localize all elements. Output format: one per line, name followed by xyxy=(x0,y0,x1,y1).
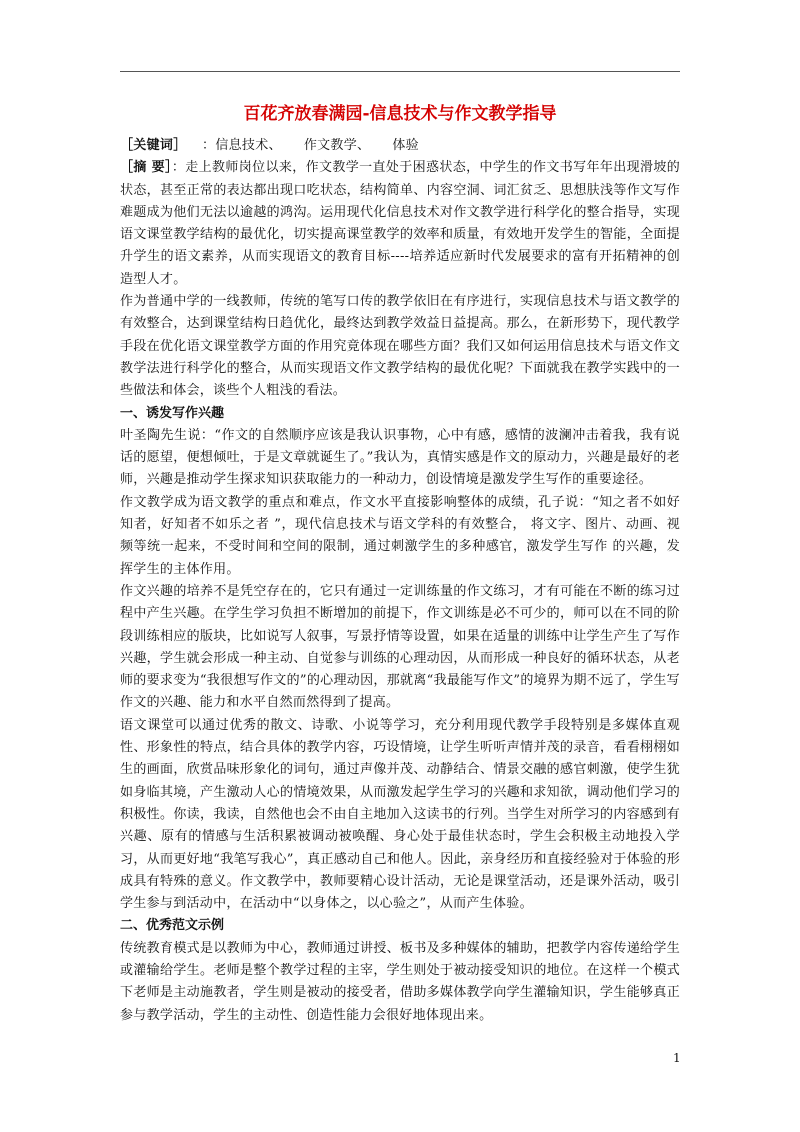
paragraph: 叶圣陶先生说：“作文的自然顺序应该是我认识事物，心中有感，感情的波澜冲击着我，我有说话的愿望，便想倾吐，于是文章就诞生了。”我认为，真情实感是作文的原动力，兴趣是最好的老师，兴趣是推动学生探求知识获取能力的一种动力，创设情境是激发学生写作的重要途径。 xyxy=(120,427,680,488)
document-title: 百花齐放春满园-信息技术与作文教学指导 xyxy=(243,104,557,124)
paragraph: 作文教学成为语文教学的重点和难点，作文水平直接影响整体的成绩，孔子说：“知之者不如好知者，好知者不如乐之者 ”，现代信息技术与语文学科的有效整合， 将文字、图片、动画、视频等统一起来，不受时间和空间的限制，通过刺激学生的多种感官，激发学生写作 的兴趣，发挥学生的主体作用。 xyxy=(120,494,680,577)
intro-paragraph: 作为普通中学的一线教师，传统的笔写口传的教学依旧在有序进行，实现信息技术与语文教学的有效整合，达到课堂结构日趋优化，最终达到教学效益日益提高。那么，在新形势下，现代教学手段在优化语文课堂教学方面的作用究竟体现在哪些方面？我们又如何运用信息技术与语文作文教学法进行科学化的整合，从而实现语文作文教学结构的最优化呢？下面就我在教学实践中的一些做法和体会，谈些个人粗浅的看法。 xyxy=(120,294,680,399)
document-body xyxy=(120,100,680,1027)
abstract-label: ［摘 要］ xyxy=(120,160,172,176)
section-heading: 二、优秀范文示例 xyxy=(120,918,225,934)
abstract-text: ：走上教师岗位以来，作文教学一直处于困惑状态，中学生的作文书写年年出现滑坡的状态，甚至正常的表达都出现口吃状态，结构简单、内容空洞、词汇贫乏、思想肤浅等作文写作难题成为他们无法以逾越的鸿沟。运用现代化信息技术对作文教学进行科学化的整合指导，实现语文课堂教学结构的最优化，切实提高课堂教学的效率和质量，有效地开发学生的智能，全面提升学生的语文素养，从而实现语文的教育目标----培养适应新时代发展要求的富有开拓精神的创造型人才。 xyxy=(120,160,680,287)
keyword-item: 体验 xyxy=(392,138,419,153)
keywords-line xyxy=(120,135,680,157)
page-number: 1 xyxy=(673,1051,681,1065)
keyword-item: ：信息技术、 xyxy=(202,138,282,153)
keyword-item: 作文教学、 xyxy=(303,138,371,153)
paragraph: 传统教育模式是以教师为中心，教师通过讲授、板书及多种媒体的辅助，把教学内容传递给学生或灌输给学生。老师是整个教学过程的主宰，学生则处于被动接受知识的地位。在这样一个模式下老师是主动施教者，学生则是被动的接受者，借助多媒体教学向学生灌输知识，学生能够真正参与教学活动，学生的主动性、创造性能力会很好地体现出来。 xyxy=(120,940,680,1023)
paragraph: 作文兴趣的培养不是凭空存在的，它只有通过一定训练量的作文练习，才有可能在不断的练习过程中产生兴趣。在学生学习负担不断增加的前提下，作文训练是必不可少的，师可以在不同的阶段训练相应的版块，比如说写人叙事，写景抒情等设置，如果在适量的训练中让学生产生了写作兴趣，学生就会形成一种主动、自觉参与训练的心理动因，从而形成一种良好的循环状态，从老师的要求变为“我很想写作文的”的心理动因，那就离“我最能写作文”的境界为期不远了，学生写作文的兴趣、能力和水平自然而然得到了提高。 xyxy=(120,583,680,711)
abstract xyxy=(120,157,680,291)
keywords-label: ［关键词］ xyxy=(120,138,181,153)
header-rule xyxy=(120,71,680,72)
paragraph: 语文课堂可以通过优秀的散文、诗歌、小说等学习，充分利用现代教学手段特别是多媒体直观性、形象性的特点，结合具体的教学内容，巧设情境，让学生听听声情并茂的录音，看看栩栩如生的画面，欣赏品味形象化的词句，通过声像并茂、动静结合、情景交融的感官刺激，使学生犹如身临其境，产生激动人心的情境效果，从而激发起学生学习的兴趣和求知欲，调动他们学习的积极性。你读，我读，自然他也会不由自主地加入这读书的行列。当学生对所学习的内容感到有兴趣、原有的情感与生活积累被调动被唤醒、身心处于最佳状态时，学生会积极主动地投入学习，从而更好地“我笔写我心”，真正感动自己和他人。因此，亲身经历和直接经验对于体验的形成具有特殊的意义。作文教学中，教师要精心设计活动，无论是课堂活动，还是课外活动，吸引学生参与到活动中，在活动中“以身体之，以心验之”，从而产生体验。 xyxy=(120,717,680,912)
section-heading: 一、诱发写作兴趣 xyxy=(120,405,225,421)
